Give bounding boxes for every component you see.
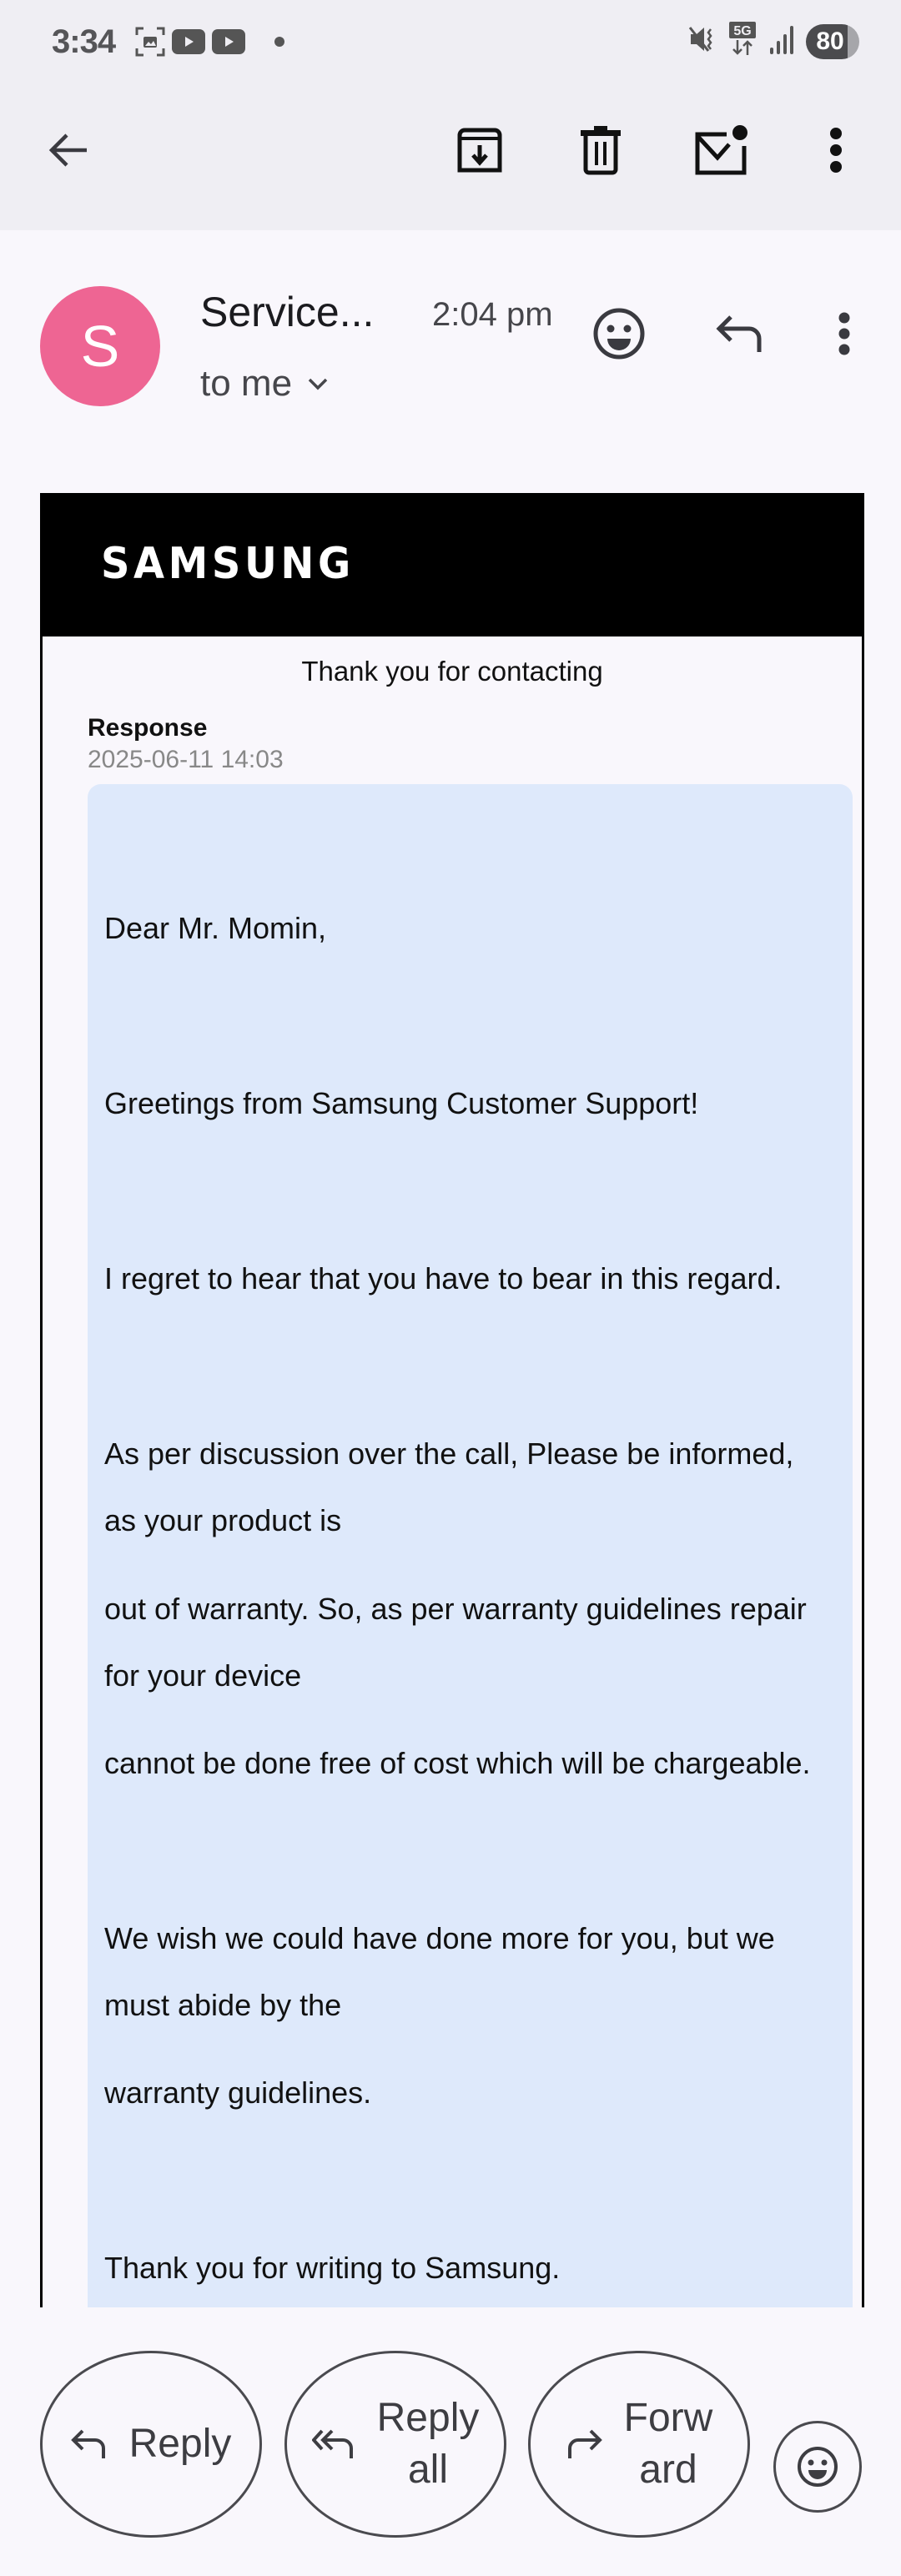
- youtube-icon: [172, 29, 205, 58]
- response-date: 2025-06-11 14:03: [88, 746, 284, 773]
- chevron-down-icon: [307, 376, 329, 391]
- message-line: As per discussion over the call, Please be informed,: [104, 1436, 794, 1471]
- svg-text:5G: 5G: [733, 24, 752, 38]
- message-line: cannot be done free of cost which will be chargeable.: [104, 1746, 811, 1780]
- more-vert-icon: [837, 311, 852, 356]
- forward-icon: [566, 2428, 602, 2460]
- email-time: 2:04 pm: [432, 296, 553, 333]
- reply-all-label-line2: all: [407, 2448, 449, 2492]
- add-reaction-button[interactable]: [586, 300, 652, 367]
- mark-unread-icon: [693, 124, 748, 176]
- screenshot-icon: [135, 27, 165, 61]
- forward-label: [624, 2392, 713, 2497]
- card-title: Thank you for contacting: [301, 656, 603, 687]
- mark-unread-button[interactable]: [687, 117, 754, 184]
- more-vert-icon: [828, 125, 844, 175]
- reply-all-label-line1: Reply: [376, 2395, 480, 2440]
- reply-label: Reply: [128, 2421, 232, 2466]
- reply-all-button[interactable]: [284, 2351, 506, 2538]
- forward-label-line2: ard: [639, 2448, 697, 2492]
- message-line: We wish we could have done more for you, but we: [104, 1921, 775, 1955]
- message-line: out of warranty. So, as per warranty guidelines repair: [104, 1592, 807, 1626]
- message-box: [88, 784, 853, 2307]
- emoji-react-icon: [592, 307, 646, 360]
- reply-icon: [716, 314, 766, 354]
- sender-name[interactable]: Service...: [200, 289, 375, 335]
- message-more-button[interactable]: [811, 300, 878, 367]
- reply-button[interactable]: [40, 2351, 262, 2538]
- delete-button[interactable]: [567, 117, 634, 184]
- message-line: I regret to hear that you have to bear in this regard.: [104, 1261, 783, 1296]
- recipient-label: to me: [200, 363, 293, 404]
- brand-header: [43, 496, 862, 636]
- more-options-button[interactable]: [803, 117, 869, 184]
- message-line: must abide by the: [104, 1988, 342, 2022]
- recipient-details-toggle[interactable]: [200, 363, 329, 405]
- back-button[interactable]: [35, 117, 102, 184]
- status-system-icons: [689, 22, 859, 61]
- delete-icon: [577, 125, 624, 175]
- message-line: Greetings from Samsung Customer Support!: [104, 1086, 699, 1120]
- forward-label-line1: Forw: [623, 2395, 713, 2440]
- status-time: 3:34: [52, 23, 116, 60]
- message-line: Thank you for writing to Samsung.: [104, 2251, 561, 2285]
- message-line: as your product is: [104, 1503, 342, 1537]
- forward-button[interactable]: [528, 2351, 750, 2538]
- top-app-area: [0, 0, 901, 230]
- bottom-action-bar: [0, 2307, 901, 2576]
- arrow-back-icon: [45, 127, 92, 174]
- battery-indicator: 80: [806, 24, 859, 59]
- email-body: [40, 493, 864, 2307]
- notification-dot-icon: [274, 36, 285, 52]
- response-label: Response: [88, 714, 208, 742]
- message-line: for your device: [104, 1658, 302, 1693]
- mute-vibrate-icon: [689, 24, 717, 58]
- samsung-logo: SAMSUNG: [101, 539, 355, 589]
- reply-all-icon: [312, 2428, 355, 2460]
- archive-icon: [455, 125, 505, 175]
- status-notification-icons: [135, 27, 285, 61]
- 5g-data-icon: [729, 22, 758, 61]
- signal-icon: [769, 24, 794, 58]
- emoji-react-icon: [796, 2445, 839, 2488]
- react-emoji-button[interactable]: [773, 2421, 862, 2513]
- reply-header-button[interactable]: [707, 300, 774, 367]
- youtube-icon: [212, 29, 245, 58]
- message-line: warranty guidelines.: [104, 2075, 372, 2110]
- reply-icon: [71, 2428, 108, 2460]
- reply-all-label: [377, 2392, 480, 2497]
- message-line: Dear Mr. Momin,: [104, 911, 327, 945]
- sender-avatar[interactable]: S: [40, 286, 160, 406]
- archive-button[interactable]: [446, 117, 513, 184]
